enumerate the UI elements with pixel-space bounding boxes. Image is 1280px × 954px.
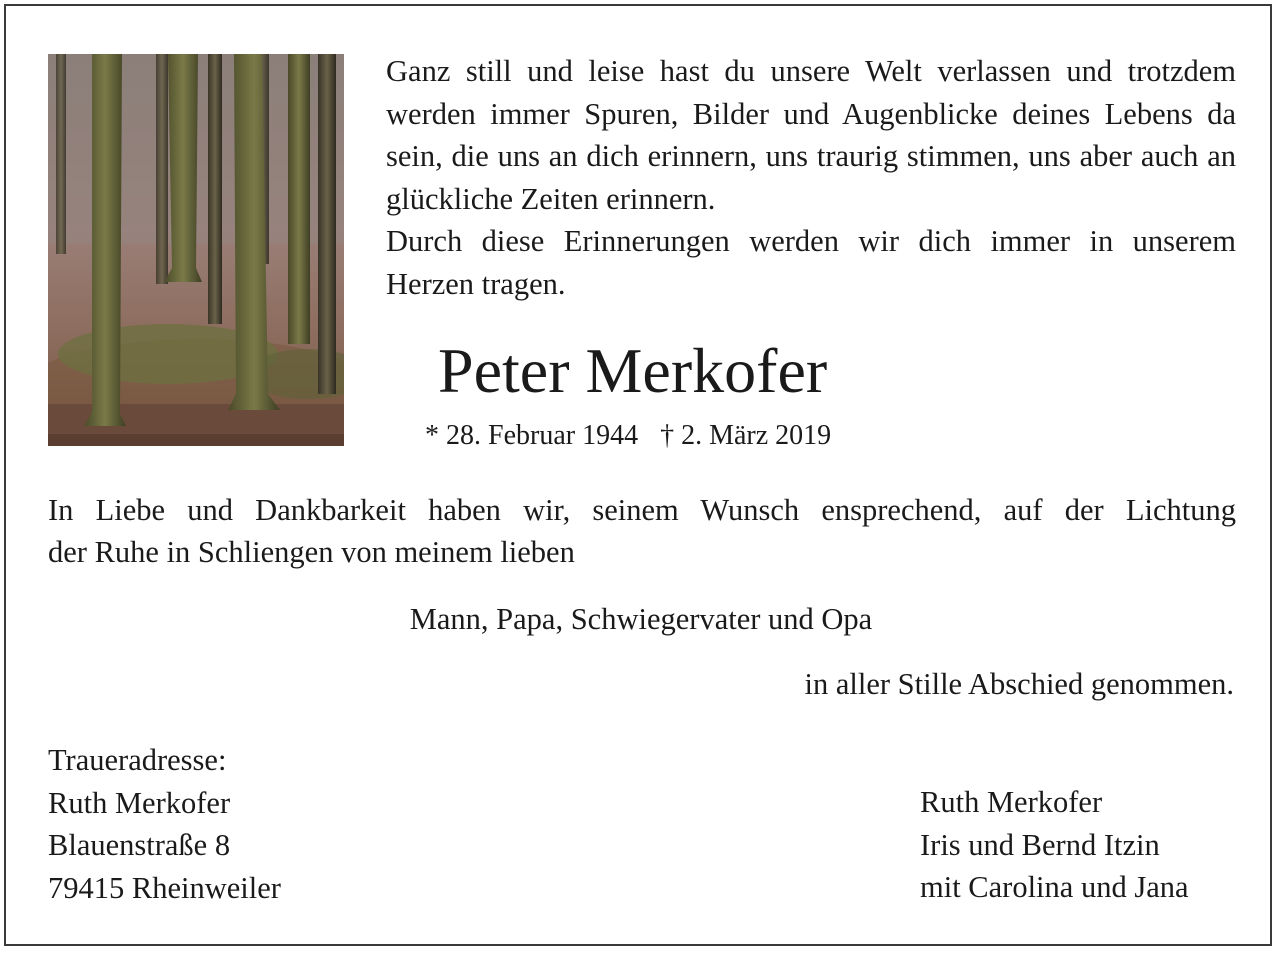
message-line-1: In Liebe und Dankbarkeit haben wir, seinem Wunsch ensprechend, auf der Lichtung — [48, 493, 1236, 527]
life-dates — [425, 416, 831, 456]
mourning-address — [48, 739, 281, 909]
family-line: Iris und Bernd Itzin — [920, 827, 1160, 862]
family-signature — [920, 781, 1189, 909]
farewell-line: in aller Stille Abschied genommen. — [804, 667, 1234, 701]
family-line: mit Carolina und Jana — [920, 870, 1189, 904]
forest-photo — [48, 54, 344, 446]
message-line-2: der Ruhe in Schliengen von meinem lieben — [48, 535, 575, 569]
address-label: Traueradresse: — [48, 743, 227, 777]
deceased-name: Peter Merkofer — [438, 335, 828, 406]
poem-stanza-1: Ganz still und leise hast du unsere Welt verlassen und trotzdem werden immer Spuren, Bilder und Augenblicke deines Lebens da sein, die uns an dich erinnern, uns traurig stimmen, uns aber auch an glückliche Zeiten erinnern. — [386, 54, 1236, 216]
death-date: † 2. März 2019 — [660, 420, 832, 451]
message-text — [48, 489, 1236, 573]
family-line: Ruth Merkofer — [920, 785, 1103, 819]
birth-date: * 28. Februar 1944 — [425, 420, 639, 451]
address-city: 79415 Rheinweiler — [48, 870, 281, 905]
address-name: Ruth Merkofer — [48, 785, 231, 820]
forest-image — [48, 54, 344, 446]
relation-line: Mann, Papa, Schwiegervater und Opa — [409, 602, 873, 636]
poem — [386, 50, 1236, 305]
poem-stanza-2: Durch diese Erinnerungen werden wir dich immer in unserem Herzen tragen. — [386, 224, 1236, 301]
address-street: Blauenstraße 8 — [48, 828, 231, 862]
